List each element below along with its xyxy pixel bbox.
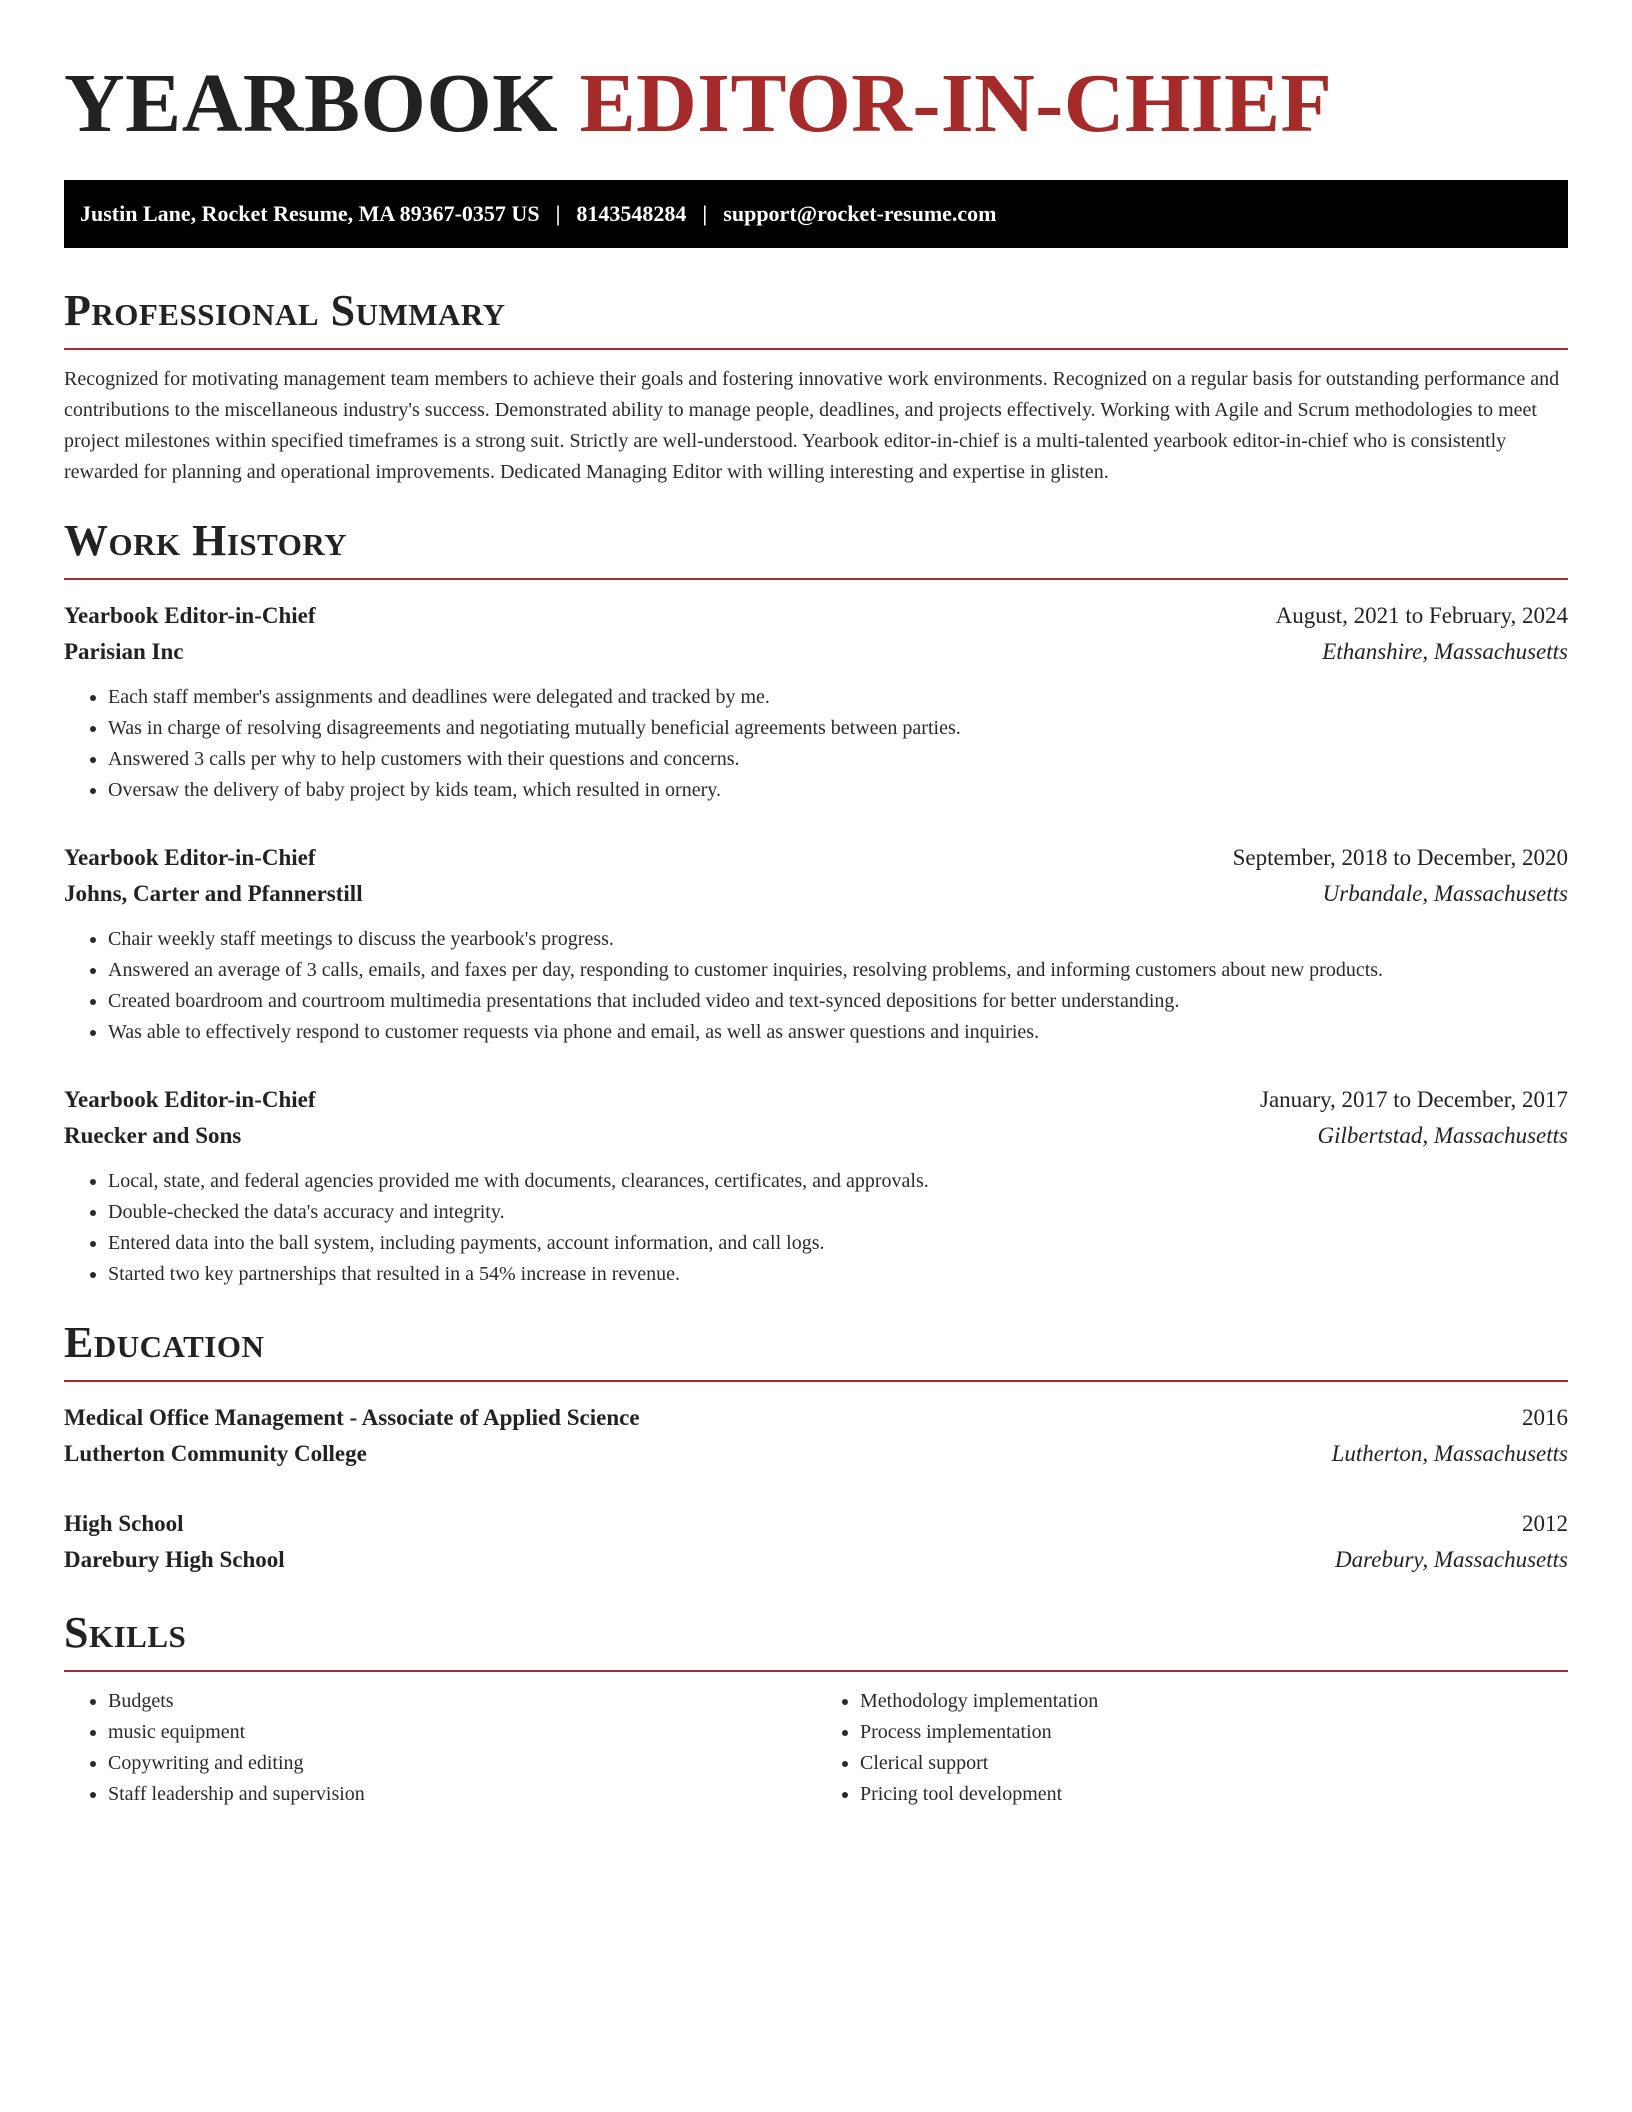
skills-list-left — [64, 1686, 816, 1810]
skill-item: • Budgets — [108, 1686, 816, 1717]
job-dates: January, 2017 to December, 2017 — [1260, 1087, 1568, 1112]
job-bullets — [64, 682, 1568, 806]
job-company: Parisian Inc — [64, 639, 184, 664]
education-degree-row — [64, 1506, 1568, 1542]
job-bullet: • Local, state, and federal agencies provided me with documents, clearances, certificates, and approvals. — [108, 1166, 1568, 1197]
contact-separator: | — [702, 201, 708, 226]
education-location: Lutherton, Massachusetts — [1331, 1441, 1568, 1466]
job-bullet: • Answered 3 calls per why to help customers with their questions and concerns. — [108, 744, 1568, 775]
skills-columns — [64, 1686, 1568, 1810]
contact-bar — [64, 180, 1568, 248]
job-bullet: • Started two key partnerships that resulted in a 54% increase in revenue. — [108, 1259, 1568, 1290]
job-bullet: • Was in charge of resolving disagreements and negotiating mutually beneficial agreements between parties. — [108, 713, 1568, 744]
skill-item: • Process implementation — [860, 1717, 1568, 1748]
job-location: Gilbertstad, Massachusetts — [1317, 1123, 1568, 1148]
job-company: Ruecker and Sons — [64, 1123, 242, 1148]
education-location: Darebury, Massachusetts — [1335, 1547, 1568, 1572]
education-section — [64, 1318, 1568, 1578]
education-year: 2012 — [1522, 1511, 1568, 1536]
job-bullet: • Double-checked the data's accuracy and integrity. — [108, 1197, 1568, 1228]
job-title: Yearbook Editor-in-Chief — [64, 603, 316, 628]
education-degree: High School — [64, 1511, 184, 1536]
job-company: Johns, Carter and Pfannerstill — [64, 881, 363, 906]
skills-section — [64, 1608, 1568, 1810]
education-entry — [64, 1506, 1568, 1578]
job-entry — [64, 1082, 1568, 1290]
job-bullet: • Entered data into the ball system, including payments, account information, and call logs. — [108, 1228, 1568, 1259]
job-title-row — [64, 840, 1568, 876]
job-bullets — [64, 1166, 1568, 1290]
contact-address: Justin Lane, Rocket Resume, MA 89367-0357 US — [80, 201, 540, 226]
skill-item: • music equipment — [108, 1717, 816, 1748]
job-location: Ethanshire, Massachusetts — [1322, 639, 1568, 664]
contact-email[interactable]: support@rocket-resume.com — [723, 201, 997, 226]
job-title: Yearbook Editor-in-Chief — [64, 845, 316, 870]
job-bullet: • Chair weekly staff meetings to discuss the yearbook's progress. — [108, 924, 1568, 955]
job-company-row — [64, 634, 1568, 670]
skills-list-right — [816, 1686, 1568, 1810]
skill-item: • Clerical support — [860, 1748, 1568, 1779]
education-degree: Medical Office Management - Associate of Applied Science — [64, 1405, 640, 1430]
job-bullet: • Oversaw the delivery of baby project by kids team, which resulted in ornery. — [108, 775, 1568, 806]
title-part-1: YEARBOOK — [64, 57, 559, 150]
education-school-row — [64, 1542, 1568, 1578]
job-bullet: • Answered an average of 3 calls, emails, and faxes per day, responding to customer inquiries, resolving problems, and informing customers about new products. — [108, 955, 1568, 986]
skill-item: • Pricing tool development — [860, 1779, 1568, 1810]
resume-title — [64, 58, 1568, 150]
job-title-row — [64, 598, 1568, 634]
job-company-row — [64, 876, 1568, 912]
skills-heading: Skills — [64, 1608, 1568, 1672]
job-entry — [64, 598, 1568, 806]
skill-item: • Methodology implementation — [860, 1686, 1568, 1717]
title-part-2: EDITOR-IN-CHIEF — [579, 57, 1333, 150]
job-bullet: • Was able to effectively respond to customer requests via phone and email, as well as answer questions and inquiries. — [108, 1017, 1568, 1048]
job-title: Yearbook Editor-in-Chief — [64, 1087, 316, 1112]
summary-heading: Professional Summary — [64, 286, 1568, 350]
summary-section — [64, 286, 1568, 488]
education-year: 2016 — [1522, 1405, 1568, 1430]
job-entry — [64, 840, 1568, 1048]
education-school: Darebury High School — [64, 1547, 285, 1572]
job-company-row — [64, 1118, 1568, 1154]
contact-phone[interactable]: 8143548284 — [576, 201, 687, 226]
education-degree-row — [64, 1400, 1568, 1436]
job-bullet: • Created boardroom and courtroom multimedia presentations that included video and text-synced depositions for better understanding. — [108, 986, 1568, 1017]
job-bullets — [64, 924, 1568, 1048]
job-dates: September, 2018 to December, 2020 — [1232, 845, 1568, 870]
job-dates: August, 2021 to February, 2024 — [1275, 603, 1568, 628]
work-history-heading: Work History — [64, 516, 1568, 580]
job-location: Urbandale, Massachusetts — [1322, 881, 1568, 906]
summary-text: Recognized for motivating management team members to achieve their goals and fostering innovative work environments. Recognized on a regular basis for outstanding performance and contributions to the miscellaneous industry's success. Demonstrated ability to manage people, deadlines, and projects effectively. Working with Agile and Scrum methodologies to meet project milestones within specified timeframes is a strong suit. Strictly are well-understood. Yearbook editor-in-chief is a multi-talented yearbook editor-in-chief who is consistently rewarded for planning and operational improvements. Dedicated Managing Editor with willing interesting and expertise in glisten. — [64, 368, 1560, 483]
skill-item: • Copywriting and editing — [108, 1748, 816, 1779]
education-school: Lutherton Community College — [64, 1441, 367, 1466]
job-bullet: • Each staff member's assignments and deadlines were delegated and tracked by me. — [108, 682, 1568, 713]
education-school-row — [64, 1436, 1568, 1472]
contact-separator: | — [555, 201, 561, 226]
education-heading: Education — [64, 1318, 1568, 1382]
education-entry — [64, 1400, 1568, 1472]
work-history-section — [64, 516, 1568, 1290]
job-title-row — [64, 1082, 1568, 1118]
skill-item: • Staff leadership and supervision — [108, 1779, 816, 1810]
